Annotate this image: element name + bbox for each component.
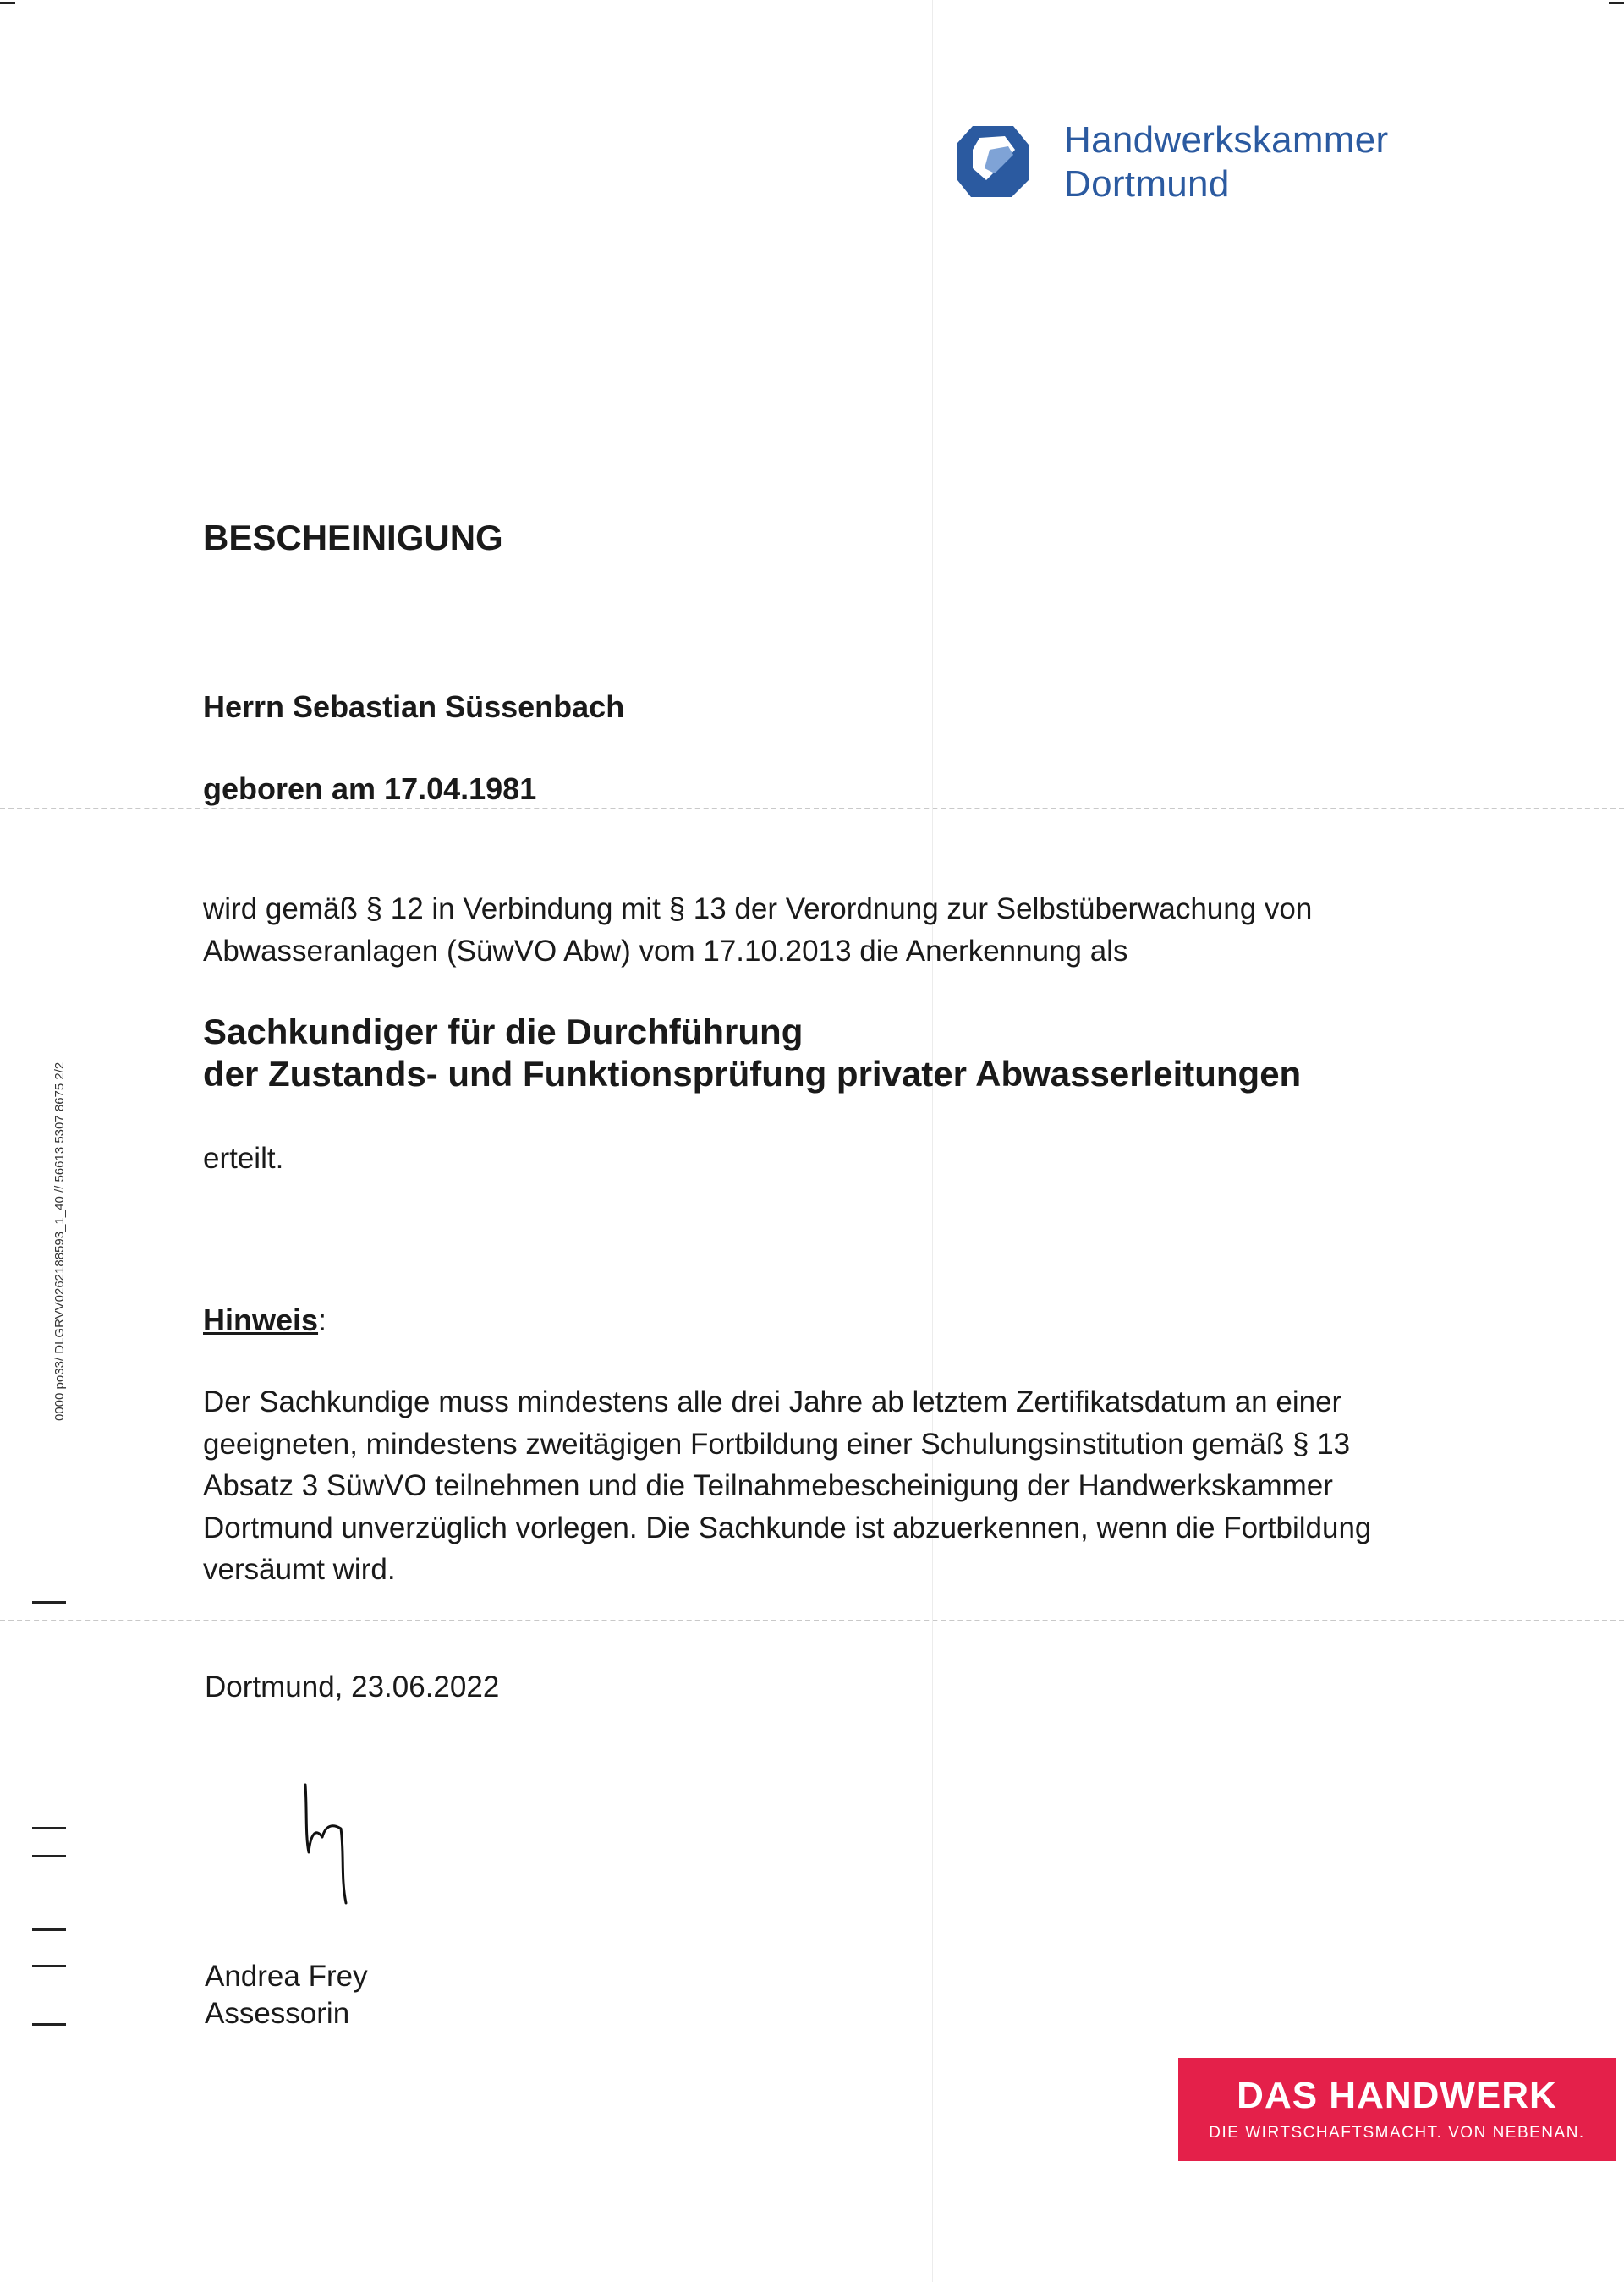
hint-line: Dortmund unverzüglich vorlegen. Die Sachkunde ist abzuerkennen, wenn die Fortbildung — [203, 1511, 1372, 1544]
hint-label: Hinweis — [203, 1303, 319, 1337]
signature-mark — [292, 1776, 376, 1912]
brand-main-text: DAS HANDWERK — [1237, 2075, 1557, 2116]
birth-date: geboren am 17.04.1981 — [203, 771, 537, 806]
hint-paragraph — [203, 1381, 1371, 1591]
file-reference-code: 0000 po33/ DLGRVV0262188593_1_40 // 56613 5307 8675 2/2 — [52, 1061, 67, 1421]
fold-line-vertical — [932, 0, 933, 2282]
qualification-line: Sachkundiger für die Durchführung — [203, 1012, 804, 1051]
place-and-date: Dortmund, 23.06.2022 — [205, 1670, 500, 1703]
margin-tick — [32, 1601, 66, 1604]
chamber-logo — [954, 121, 1032, 202]
paragraph-line: wird gemäß § 12 in Verbindung mit § 13 der Verordnung zur Selbstüberwachung von — [203, 892, 1313, 925]
recipient-name: Herrn Sebastian Süssenbach — [203, 689, 625, 724]
hint-line: geeigneten, mindestens zweitägigen Fortbildung einer Schulungsinstitution gemäß § 13 — [203, 1427, 1351, 1461]
fold-line — [0, 808, 1624, 809]
hint-heading — [203, 1303, 326, 1338]
qualification-title — [203, 1011, 1301, 1095]
chamber-logo-icon — [954, 121, 1032, 202]
recognition-paragraph — [203, 888, 1387, 973]
chamber-logo-text — [1064, 118, 1388, 206]
signer-name: Andrea Frey — [205, 1960, 368, 1993]
fold-line — [0, 1620, 1624, 1621]
hint-line: Der Sachkundige muss mindestens alle drei Jahre ab letztem Zertifikatsdatum an einer — [203, 1385, 1342, 1418]
signer-title: Assessorin — [205, 1997, 350, 2030]
scan-edge-mark — [0, 2, 15, 4]
hint-line: Absatz 3 SüwVO teilnehmen und die Teilnahmebescheinigung der Handwerkskammer — [203, 1469, 1333, 1502]
issued-text: erteilt. — [203, 1142, 284, 1175]
signer-block — [205, 1958, 368, 2032]
qualification-line: der Zustands- und Funktionsprüfung privater Abwasserleitungen — [203, 1054, 1302, 1094]
paragraph-line: Abwasseranlagen (SüwVO Abw) vom 17.10.2013 die Anerkennung als — [203, 935, 1128, 968]
margin-tick — [32, 1827, 66, 1829]
margin-tick — [32, 2023, 66, 2026]
das-handwerk-badge — [1178, 2058, 1616, 2161]
hint-line: versäumt wird. — [203, 1553, 396, 1586]
chamber-name-line2: Dortmund — [1064, 163, 1230, 205]
margin-tick — [32, 1928, 66, 1931]
chamber-name-line1: Handwerkskammer — [1064, 119, 1389, 161]
brand-slogan: DIE WIRTSCHAFTSMACHT. VON NEBENAN. — [1209, 2124, 1585, 2142]
signature — [292, 1776, 376, 1912]
hint-colon: : — [318, 1303, 327, 1337]
scan-edge-mark — [1609, 2, 1624, 4]
margin-tick — [32, 1855, 66, 1857]
margin-tick — [32, 1965, 66, 1967]
document-title: BESCHEINIGUNG — [203, 518, 503, 557]
